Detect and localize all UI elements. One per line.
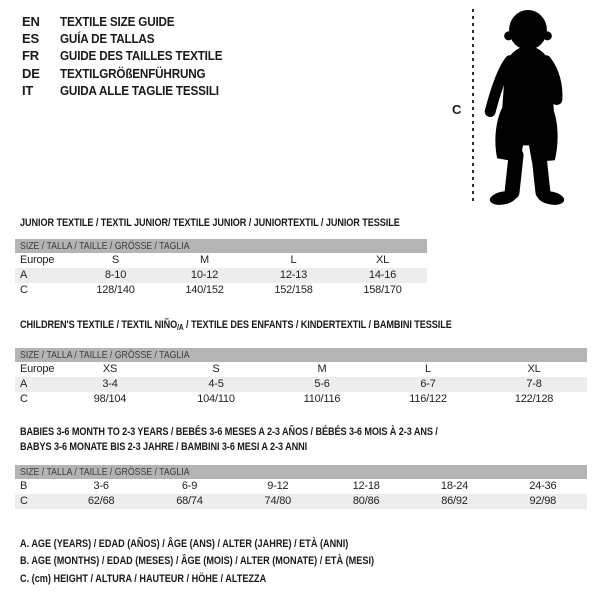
size-cell: L <box>425 363 431 375</box>
table-row-height <box>15 283 427 298</box>
language-row-de <box>22 65 240 82</box>
size-header-bar <box>15 465 587 479</box>
height-cell: 116/122 <box>409 393 447 405</box>
language-title-list <box>22 13 240 99</box>
age-cell: 12-13 <box>279 269 308 281</box>
months-cell: 6-9 <box>181 480 198 492</box>
height-cell: 74/80 <box>264 495 292 507</box>
row-label: C <box>20 495 28 507</box>
legend-line-b <box>20 553 447 570</box>
age-cell: 5-6 <box>314 378 330 390</box>
size-cell: XL <box>527 363 541 375</box>
size-cell: M <box>200 254 209 266</box>
legend-line-c <box>20 571 447 588</box>
language-code: EN <box>22 14 40 29</box>
size-cell: S <box>111 254 120 266</box>
row-label: C <box>20 284 28 296</box>
size-cell: S <box>212 363 220 375</box>
table-row-age <box>15 377 587 392</box>
height-cell: 128/140 <box>96 284 135 296</box>
size-header-label: SIZE / TALLA / TAILLE / GRÖSSE / TAGLIA <box>20 466 190 478</box>
row-label: Europe <box>20 254 55 266</box>
height-measure-dotted-line <box>472 9 474 205</box>
months-cell: 9-12 <box>267 480 289 492</box>
height-cell: 110/116 <box>303 393 341 405</box>
height-cell: 104/110 <box>197 393 235 405</box>
language-row-es <box>22 30 240 47</box>
toddler-silhouette <box>479 9 571 208</box>
size-header-bar <box>15 239 427 253</box>
height-cell: 122/128 <box>514 393 554 405</box>
age-cell: 7-8 <box>526 378 542 390</box>
height-cell: 92/98 <box>529 495 557 507</box>
table-row-europe <box>15 253 427 268</box>
age-cell: 4-5 <box>208 378 224 390</box>
size-header-label: SIZE / TALLA / TAILLE / GRÖSSE / TAGLIA <box>20 240 190 252</box>
language-title: GUIDE DES TAILLES TEXTILE <box>60 48 223 64</box>
months-cell: 24-36 <box>529 480 557 492</box>
table-row-height <box>15 494 587 509</box>
size-cell: M <box>317 363 327 375</box>
language-code: ES <box>22 31 39 47</box>
height-measure-label: C <box>452 102 462 117</box>
measurement-legend <box>20 536 447 588</box>
size-cell: XS <box>102 363 118 375</box>
months-cell: 18-24 <box>440 480 469 492</box>
size-header-label: SIZE / TALLA / TAILLE / GRÖSSE / TAGLIA <box>20 349 190 361</box>
language-title: TEXTILE SIZE GUIDE <box>60 14 175 29</box>
row-label: A <box>20 269 28 281</box>
babies-table-title-line1: BABIES 3-6 MONTH TO 2-3 YEARS / BEBÉS 3-6 MESES A 2-3 AÑOS / BÉBÉS 3-6 MOIS À 2-3 ANS / <box>20 426 438 438</box>
size-header-bar <box>15 348 587 362</box>
language-title: GUÍA DE TALLAS <box>60 31 155 47</box>
language-code: FR <box>22 48 39 64</box>
language-row-fr <box>22 47 240 64</box>
legend-text: B. AGE (MONTHS) / EDAD (MESES) / ÂGE (MOIS) / ALTER (MONATE) / ETÀ (MESI) <box>20 555 375 568</box>
language-title: GUIDA ALLE TAGLIE TESSILI <box>60 82 219 98</box>
height-cell: 80/86 <box>352 495 380 507</box>
language-row-it <box>22 82 240 99</box>
language-title: TEXTILGRÖßENFÜHRUNG <box>60 65 206 81</box>
children-title-main: CHILDREN'S TEXTILE / TEXTIL NIÑO <box>20 319 178 331</box>
language-code: IT <box>22 82 34 98</box>
children-table-title <box>20 319 452 332</box>
babies-size-table <box>15 465 587 509</box>
height-cell: 152/158 <box>274 284 313 296</box>
height-cell: 62/68 <box>87 495 115 507</box>
months-cell: 3-6 <box>93 480 109 492</box>
row-label: A <box>20 378 28 390</box>
height-cell: 86/92 <box>441 495 468 507</box>
legend-text: A. AGE (YEARS) / EDAD (AÑOS) / ÂGE (ANS) / ALTER (JAHRE) / ETÀ (ANNI) <box>20 538 349 550</box>
age-cell: 10-12 <box>190 269 219 281</box>
legend-line-a <box>20 536 447 553</box>
table-row-months <box>15 479 587 494</box>
height-cell: 98/104 <box>93 393 127 405</box>
children-title-subscript: /A <box>177 323 184 332</box>
months-cell: 12-18 <box>352 480 380 492</box>
age-cell: 6-7 <box>420 378 436 390</box>
row-label: B <box>20 480 28 492</box>
table-row-height <box>15 392 587 407</box>
language-row-en <box>22 13 240 30</box>
children-size-table <box>15 348 587 407</box>
age-cell: 3-4 <box>102 378 118 390</box>
age-cell: 14-16 <box>368 269 397 281</box>
height-cell: 68/74 <box>176 495 203 507</box>
babies-table-title-line2: BABYS 3-6 MONATE BIS 2-3 JAHRE / BAMBINI 3-6 MESI A 2-3 ANNI <box>20 441 308 453</box>
junior-size-table <box>15 239 427 298</box>
table-row-europe <box>15 362 587 377</box>
children-title-rest: / TEXTILE DES ENFANTS / KINDERTEXTIL / BAMBINI TESSILE <box>183 319 452 331</box>
legend-text: C. (cm) HEIGHT / ALTURA / HAUTEUR / HÖHE / ALTEZZA <box>20 572 267 585</box>
height-cell: 140/152 <box>185 284 224 296</box>
age-cell: 8-10 <box>104 269 127 281</box>
row-label: C <box>20 393 28 405</box>
table-row-age <box>15 268 427 283</box>
language-code: DE <box>22 65 40 81</box>
size-cell: XL <box>375 254 390 266</box>
junior-table-title: JUNIOR TEXTILE / TEXTIL JUNIOR/ TEXTILE JUNIOR / JUNIORTEXTIL / JUNIOR TESSILE <box>20 217 400 229</box>
height-cell: 158/170 <box>363 284 402 296</box>
size-cell: L <box>290 254 297 266</box>
row-label: Europe <box>20 363 55 375</box>
